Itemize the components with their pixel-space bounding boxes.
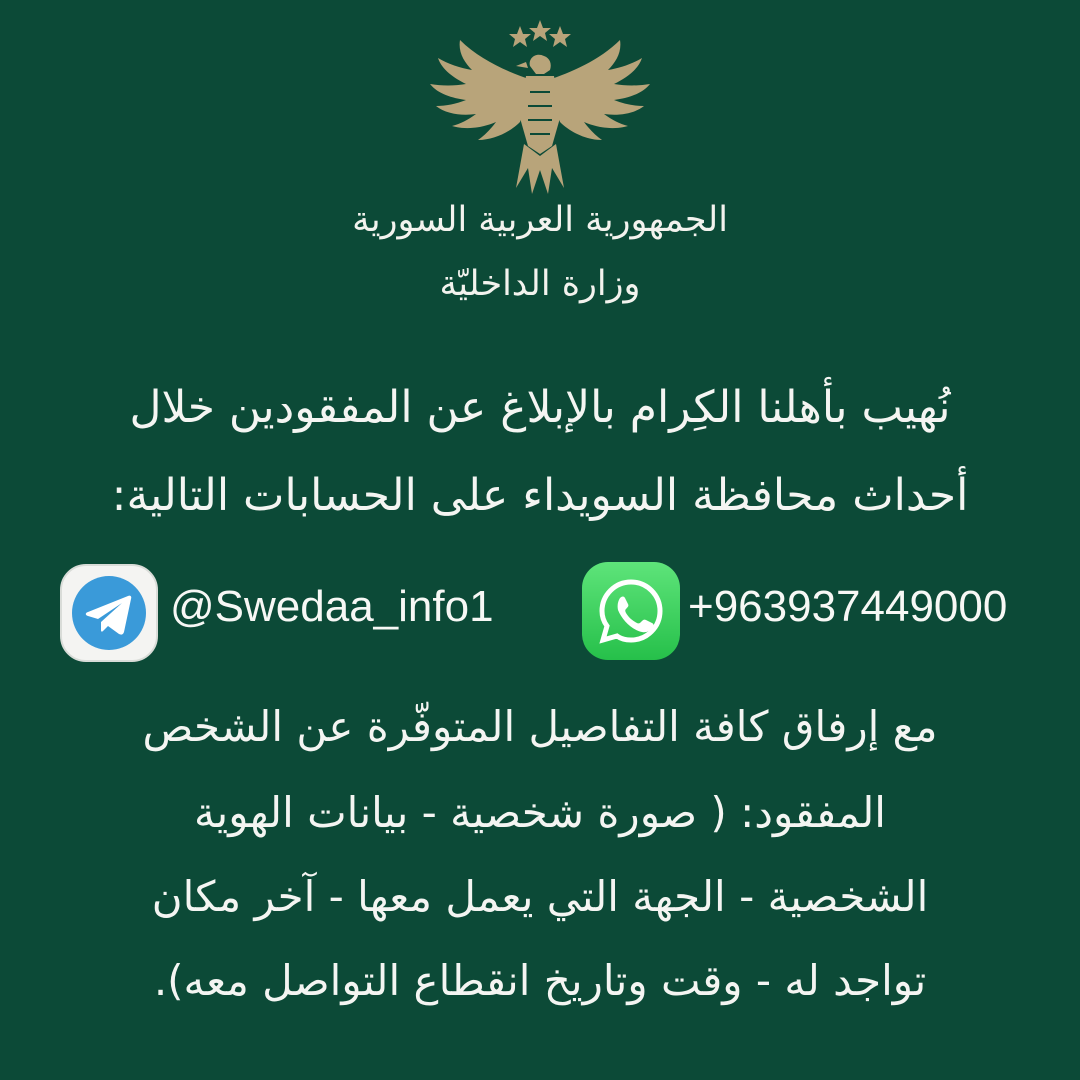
star-icon xyxy=(549,26,571,47)
intro-line-2: أحداث محافظة السويداء على الحسابات التالية: xyxy=(111,470,969,521)
details-line-4: تواجد له - وقت وتاريخ انقطاع التواصل معه). xyxy=(153,956,927,1005)
intro-line-1: نُهيب بأهلنا الكِرام بالإبلاغ عن المفقودين خلال xyxy=(129,382,951,433)
star-icon xyxy=(529,20,551,41)
whatsapp-number[interactable]: +963937449000 xyxy=(688,582,1008,631)
details-line-3: الشخصية - الجهة التي يعمل معها - آخر مكان xyxy=(151,872,929,921)
telegram-icon[interactable] xyxy=(60,564,158,662)
eagle-emblem-icon xyxy=(420,18,660,198)
whatsapp-icon[interactable] xyxy=(582,562,680,660)
ministry-name: وزارة الداخليّة xyxy=(439,264,641,304)
star-icon xyxy=(509,26,531,47)
details-line-1: مع إرفاق كافة التفاصيل المتوفّرة عن الشخص xyxy=(142,702,938,751)
country-name: الجمهورية العربية السورية xyxy=(352,200,728,240)
telegram-handle[interactable]: @Swedaa_info1 xyxy=(170,582,494,631)
details-line-2: المفقود: ( صورة شخصية - بيانات الهوية xyxy=(194,788,886,837)
